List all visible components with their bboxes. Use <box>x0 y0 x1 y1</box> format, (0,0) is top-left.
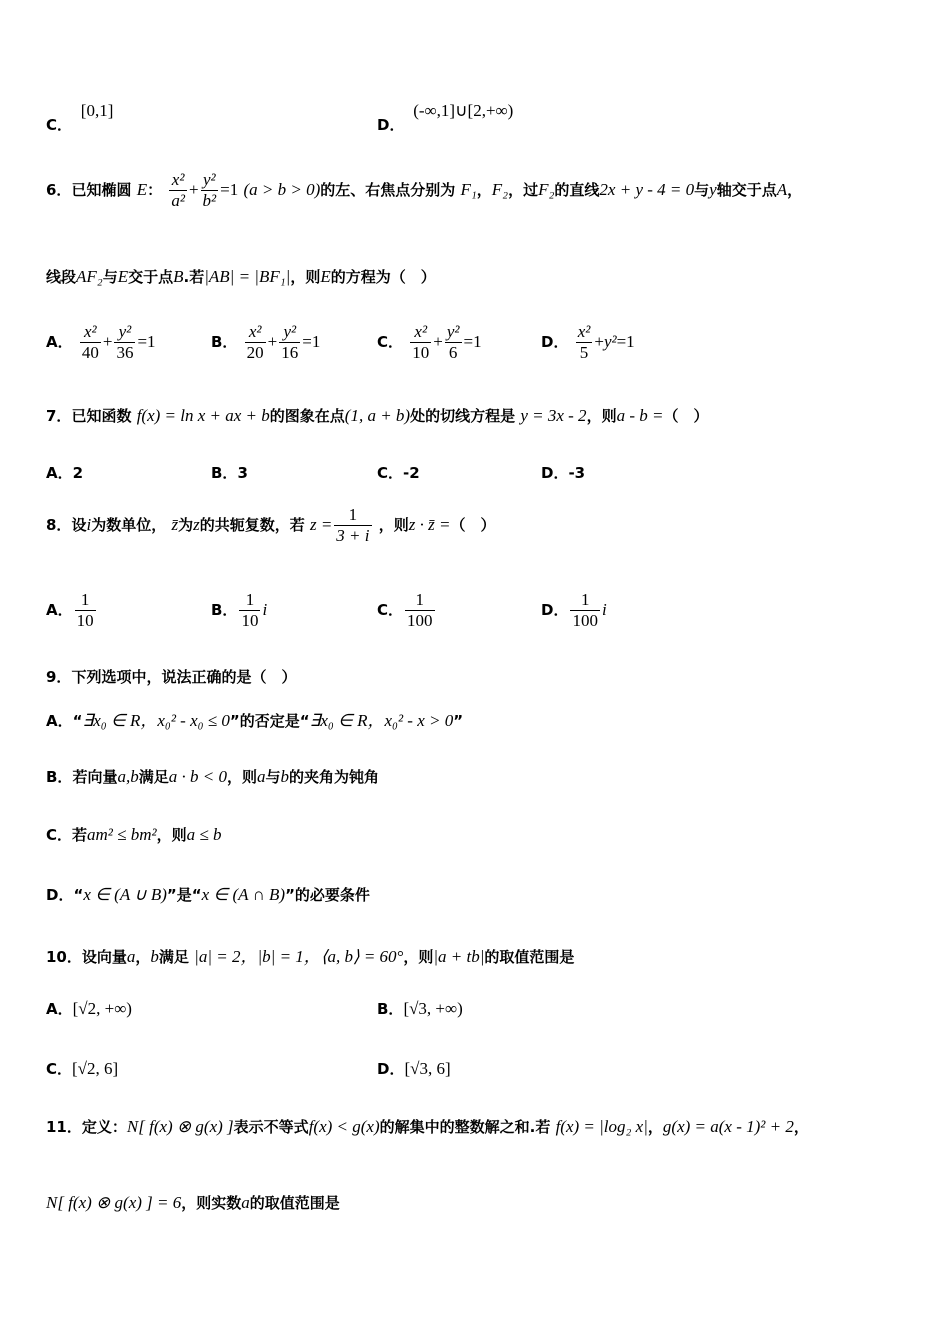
q7-option-b: B．3 <box>211 464 248 482</box>
question-11-stem-cont: N[ f(x) ⊗ g(x) ] = 6，则实数a的取值范围是 <box>46 1193 340 1212</box>
question-number: 10． <box>46 948 82 966</box>
question-number: 8． <box>46 516 72 534</box>
ellipse-term-x: $\frac{\text{x²}}{\text{a²}}$ <box>171 170 185 210</box>
question-10-stem: 10．设向量a，b满足 |a| = 2，|b| = 1，⟨a, b⟩ = 60°，则|a + tb|的取值范围是 <box>46 947 575 966</box>
question-8-stem: 8．设i为数单位， z̄为z的共轭复数，若 z = $\frac{1}{3 + i}$ ，则z · z̄ =（ ） <box>46 505 496 545</box>
q10-option-c: C．[√2, 6] <box>46 1059 119 1078</box>
option-value: (-∞,1]∪[2,+∞) <box>413 101 514 120</box>
q6-option-a: A． $\frac{\text{x²}}{40}$ + $\frac{\text{y²}}{36}$ =1 <box>46 322 156 362</box>
q8-option-c: C． $\frac{1}{100}$ <box>377 590 433 630</box>
question-number: 9． <box>46 668 72 686</box>
q9-option-a: A．“∃x₀ ∈ R，x₀² - x₀ ≤ 0”的否定是“∃x₀ ∈ R，x₀² - x > 0” <box>46 711 464 730</box>
q8-option-b: B． $\frac{1}{10}$ i <box>211 590 268 630</box>
ellipse-name: E <box>136 180 148 199</box>
question-number: 7． <box>46 407 72 425</box>
q5-option-c <box>46 100 114 134</box>
q10-option-b: B．[√3, +∞) <box>377 999 463 1018</box>
question-number: 11． <box>46 1118 82 1136</box>
ellipse-term-y: $\frac{\text{y²}}{\text{b²}}$ <box>202 170 217 210</box>
q8-option-d: D． $\frac{1}{100}$ i <box>541 590 607 630</box>
function: f(x) = ln x + ax + b <box>136 406 270 425</box>
tangent-line: y = 3x - 2 <box>520 406 587 425</box>
question-7-stem: 7．已知函数 f(x) = ln x + ax + b的图象在点(1, a + b)处的切线方程是 y = 3x - 2，则a - b =（ ） <box>46 406 709 425</box>
option-value: [0,1] <box>80 101 114 120</box>
q6-option-b: B． $\frac{\text{x²}}{20}$ + $\frac{\text{y²}}{16}$ =1 <box>211 322 321 362</box>
q10-option-a: A．[√2, +∞) <box>46 999 132 1018</box>
question-number: 6． <box>46 181 72 199</box>
q7-option-c: C．-2 <box>377 464 420 482</box>
line-equation: 2x + y - 4 = 0 <box>599 180 695 199</box>
option-label: C． <box>46 116 73 134</box>
z-fraction: $\frac{1}{3 + i}$ <box>336 505 370 545</box>
q9-option-d: D．“x ∈ (A ∪ B)”是“x ∈ (A ∩ B)”的必要条件 <box>46 885 370 904</box>
question-9-stem: 9．下列选项中，说法正确的是（ ） <box>46 668 297 686</box>
condition: |AB| = |BF₁| <box>204 267 291 286</box>
q7-option-a: A．2 <box>46 464 84 482</box>
q8-option-a: A． $\frac{1}{10}$ <box>46 590 94 630</box>
ellipse-condition: (a > b > 0) <box>243 180 321 199</box>
q5-option-d <box>377 100 514 134</box>
q10-option-d: D．[√3, 6] <box>377 1059 451 1078</box>
question-11-stem: 11．定义：N[ f(x) ⊗ g(x) ]表示不等式f(x) < g(x)的解集中的整数解之和.若 f(x) = |log₂ x|，g(x) = a(x - 1)² + 2， <box>46 1117 809 1136</box>
q6-option-c: C． $\frac{\text{x²}}{10}$ + $\frac{\text{y²}}{6}$ =1 <box>377 322 482 362</box>
q9-option-b: B．若向量a,b满足a · b < 0，则a与b的夹角为钝角 <box>46 767 379 786</box>
question-6-stem: 6．已知椭圆 E： $\frac{\text{x²}}{\text{a²}}$ + $\frac{\text{y²}}{\text{b²}}$ =1 (a > b > 0)的左、右焦点分别为 F₁，F₂，过F₂的直线2x + y - 4 = 0与y轴交于点A， <box>46 170 803 210</box>
q7-option-d: D．-3 <box>541 464 586 482</box>
option-label: D． <box>377 116 405 134</box>
question-6-stem-cont: 线段AF₂与E交于点B.若|AB| = |BF₁|，则E的方程为（ ） <box>46 267 436 286</box>
q6-option-d: D． $\frac{\text{x²}}{5}$ +y²=1 <box>541 322 635 362</box>
q9-option-c: C．若am² ≤ bm²，则a ≤ b <box>46 825 222 844</box>
